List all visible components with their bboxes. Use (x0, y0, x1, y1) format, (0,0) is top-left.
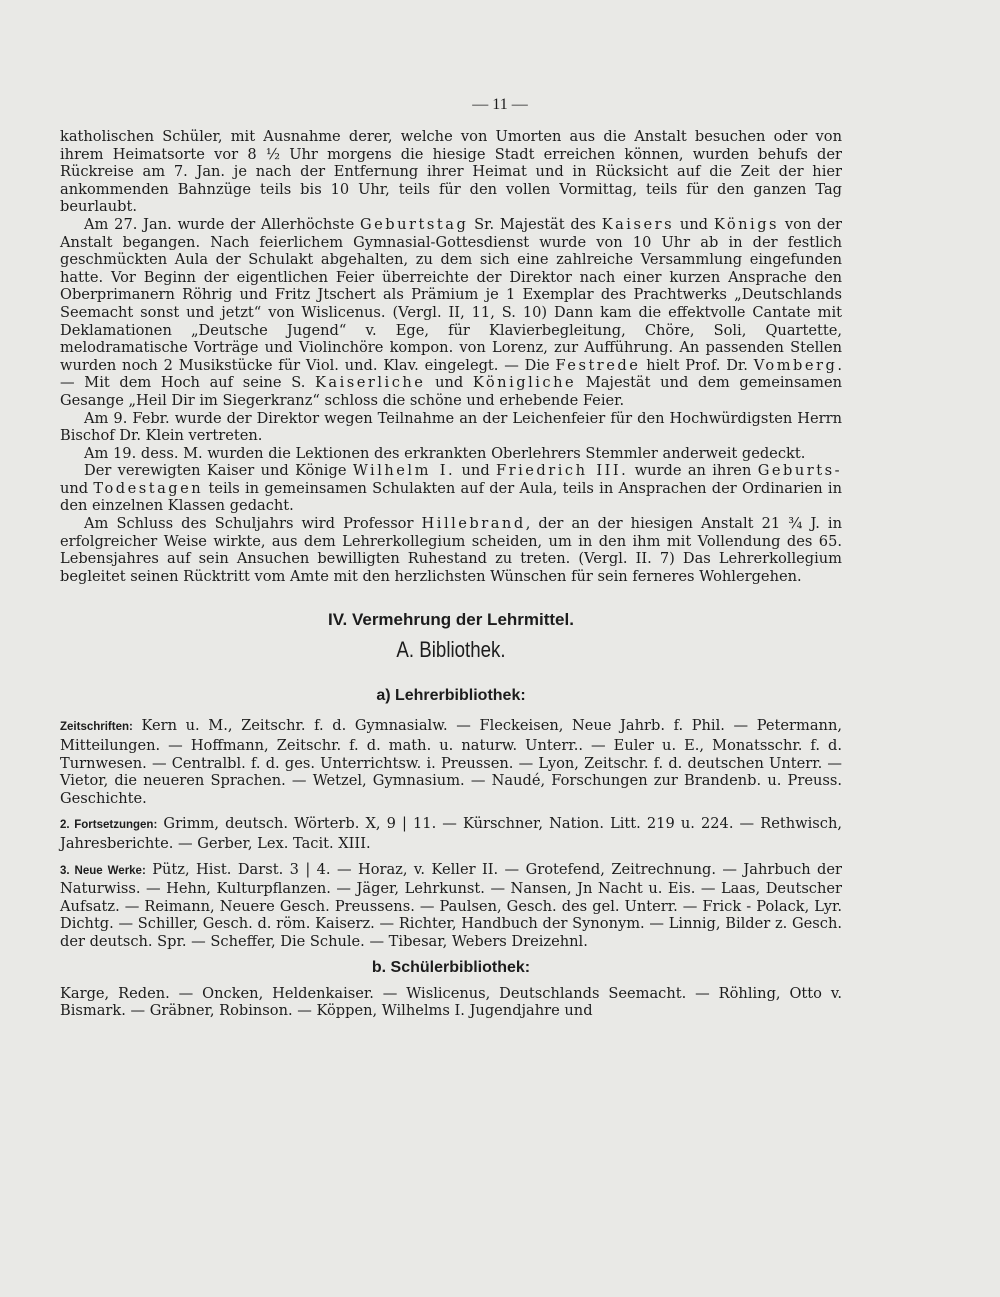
entry-text: Pütz, Hist. Darst. 3 | 4. — Horaz, v. Keller II. — Grotefend, Zeitrechnung. — Jahrbuch der Naturwiss. — Hehn, Kulturpflanzen. — Jäger, Lehrkunst. — Nansen, Jn Nacht u. Eis. — Laas, Deutscher Aufsatz. — Reimann, Neuere Gesch. Preussens. — Paulsen, Gesch. des gel. Unterr. — Frick - Polack, Lyr. Dichtg. — Schiller, Gesch. d. röm. Kaiserz. — Richter, Handbuch der Synonym. — Linnig, Bilder z. Gesch. der deutsch. Spr. — Scheffer, Die Schule. — Tibesar, Webers Dreizehnl. (60, 860, 843, 950)
spaced-term: Königliche (472, 374, 577, 392)
page-body (60, 94, 842, 1020)
paragraph-6: Am Schluss des Schuljahrs wird Professor Hillebrand, der an der hiesigen Anstalt 21 ¾ J. in erfolgreicher Weise wirkte, aus dem Lehrerkollegium scheiden, um in den ihm mit Vollendung des 65. Lebensjahres auf sein Ansuchen bewilligten Ruhestand zu treten. (Vergl. II. 7) Das Lehrerkollegium begleitet seinen Rücktritt vom Amte mit den herzlichsten Wünschen für sein ferneres Wohlergehen. (60, 515, 842, 585)
students-library-heading: b. Schülerbibliothek: (371, 958, 531, 976)
spaced-term: Königs (713, 215, 780, 233)
entry-text: Kern u. M., Zeitschr. f. d. Gymnasialw. — Fleckeisen, Neue Jahrb. f. Phil. — Petermann, Mitteilungen. — Hoffmann, Zeitschr. f. d. math. u. naturw. Unterr.. — Euler u. E., Monatsschr. f. d. Turnwesen. — Centralbl. f. d. ges. Unterrichtsw. i. Preussen. — Lyon, Zeitschr. f. d. deutschen Unterr. — Vietor, die neueren Sprachen. — Wetzel, Gymnasium. — Naudé, Forschungen zur Brandenb. u. Preuss. Geschichte. (60, 717, 842, 807)
entry-label: 2. Fortsetzungen: (60, 819, 158, 832)
entry-new-works (60, 861, 842, 951)
spaced-term: Todestagen (93, 479, 204, 497)
entry-text: Grimm, deutsch. Wörterb. X, 9 | 11. — Kürschner, Nation. Litt. 219 u. 224. — Rethwisch, Jahresberichte. — Gerber, Lex. Tacit. XIII. (60, 815, 842, 852)
spaced-term: Geburts- (757, 462, 842, 480)
teachers-library-heading: a) Lehrerbibliothek: (376, 687, 526, 705)
entry-label: Zeitschriften: (60, 721, 133, 734)
spaced-term: Hillebrand (421, 515, 526, 533)
section-heading: IV. Vermehrung der Lehrmittel. (328, 610, 574, 630)
paragraph-4: Am 19. dess. M. wurden die Lektionen des erkrankten Oberlehrers Stemmler anderweit gedeckt. (84, 444, 806, 462)
spaced-term: Friedrich III. (496, 462, 629, 480)
spaced-term: Festrede (555, 356, 641, 374)
paragraph-2: Am 27. Jan. wurde der Allerhöchste Geburtstag Sr. Majestät des Kaisers und Königs von der Anstalt begangen. Nach feierlichem Gymnasial-Gottesdienst wurde von 10 Uhr ab in der festlich geschmückten Aula der Schulakt abgehalten, zu dem sich eine zahlreiche Versammlung eingefunden hatte. Vor Beginn der eigentlichen Feier überreichte der Direktor nach einer kurzen Ansprache den Oberprimanern Röhrig und Fritz Jtschert als Prämium je 1 Exemplar des Prachtwerks „Deutschlands Seemacht sonst und jetzt“ von Wislicenus. (Vergl. II, 11, S. 10) Dann kam die effektvolle Cantate mit Deklamationen „Deutsche Jugend“ v. Ege, für Klavierbegleitung, Chöre, Soli, Quartette, melodramatische Vorträge und Violinchöre kompon. von Lorenz, zur Aufführung. An passenden Stellen wurden noch 2 Musikstücke für Viol. und. Klav. eingelegt. — Die Festrede hielt Prof. Dr. Vomberg. — Mit dem Hoch auf seine S. Kaiserliche und Königliche Majestät und dem gemeinsamen Gesange „Heil Dir im Siegerkranz“ schloss die schöne und erhebende Feier. (60, 215, 843, 409)
paragraph-3: Am 9. Febr. wurde der Direktor wegen Teilnahme an der Leichenfeier für den Hochwürdigsten Herrn Bischof Dr. Klein vertreten. (60, 409, 842, 445)
spaced-term: Wilhelm I. (352, 462, 456, 480)
entry-continuations (60, 815, 842, 852)
page-number: — 11 — (472, 96, 528, 113)
entry-periodicals (60, 717, 842, 807)
paragraph-1: katholischen Schüler, mit Ausnahme derer, welche von Umorten aus die Anstalt besuchen oder von ihrem Heimatsorte vor 8 ½ Uhr morgens die hiesige Stadt erreichen können, wurden behufs der Rückreise am 7. Jan. je nach der Entfernung ihrer Heimat und in Rücksicht auf die Zeit der hier ankommenden Bahnzüge teils bis 10 Uhr, teils für den vollen Vormittag, teils für den ganzen Tag beurlaubt. (60, 128, 842, 216)
students-library-list: Karge, Reden. — Oncken, Heldenkaiser. — Wislicenus, Deutschlands Seemacht. — Röhling, Otto v. Bismark. — Gräbner, Robinson. — Köppen, Wilhelms I. Jugendjahre und (60, 984, 842, 1020)
spaced-term: Kaisers (601, 215, 675, 233)
subsection-heading: A. Bibliothek. (396, 637, 506, 663)
entry-label: 3. Neue Werke: (60, 864, 146, 877)
paragraph-5: Der verewigten Kaiser und Könige Wilhelm I. und Friedrich III. wurde an ihren Geburts- und Todestagen teils in gemeinsamen Schulakten auf der Aula, teils in Ansprachen der Ordinarien in den einzelnen Klassen gedacht. (60, 462, 842, 515)
spaced-term: Geburtstag (360, 215, 469, 233)
spaced-term: Vomberg (753, 356, 838, 374)
spaced-term: Kaiserliche (315, 374, 426, 392)
